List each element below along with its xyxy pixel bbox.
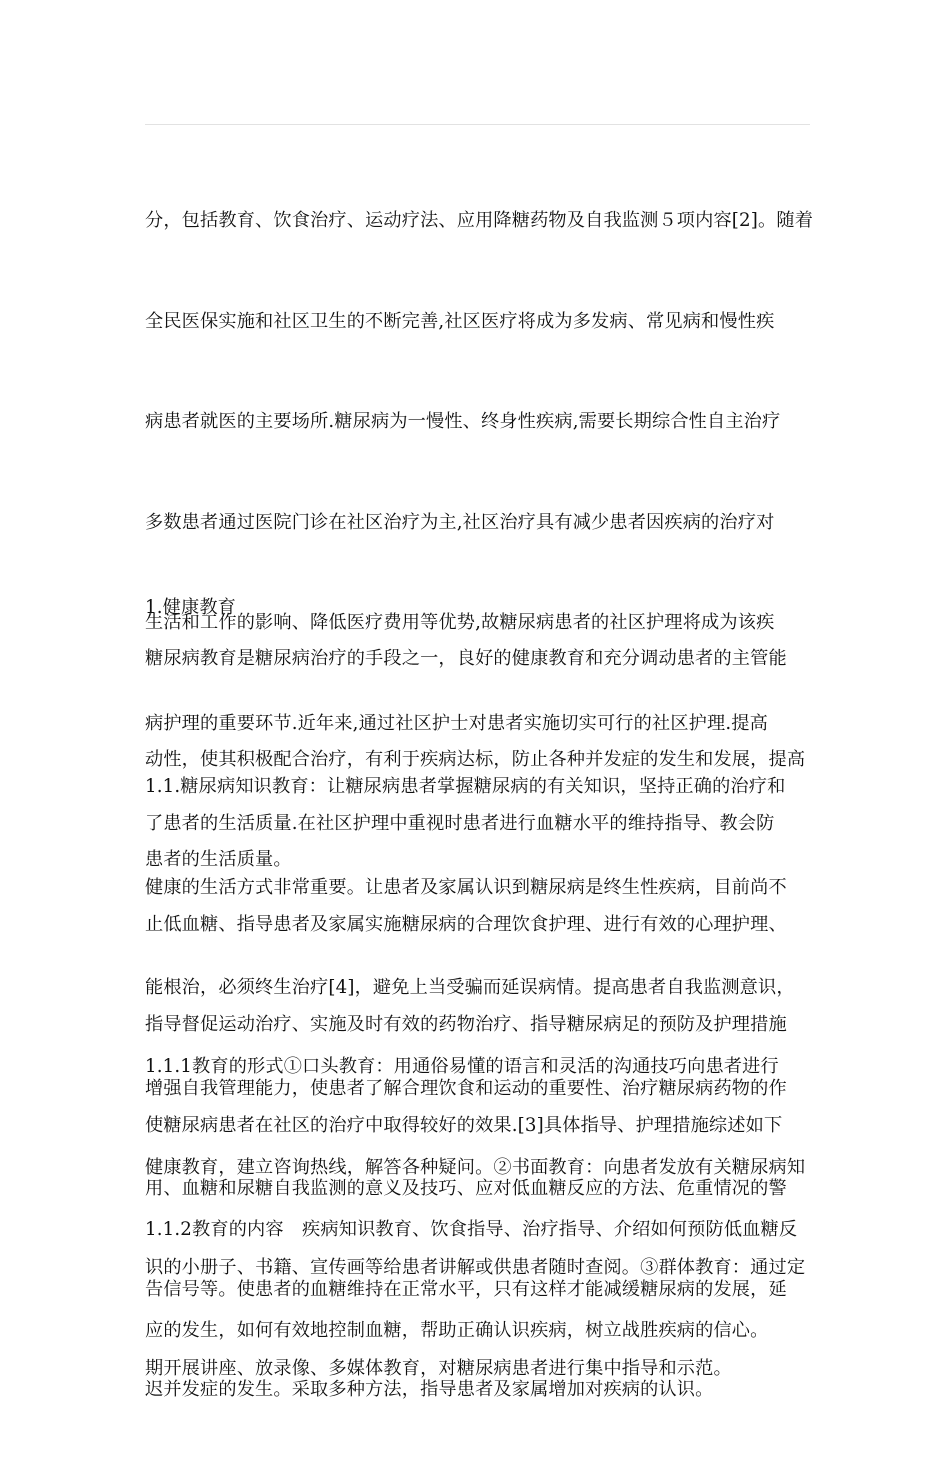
text-line: 1.健康教育 [145, 597, 237, 618]
text-line: 病护理的重要环节.近年来,通过社区护士对患者实施切实可行的社区护理.提高 [145, 712, 768, 734]
text-line: 使糖尿病患者在社区的治疗中取得较好的效果.[3]具体指导、护理措施综述如下 [145, 1114, 783, 1136]
paragraph-section-1-1-2 [145, 1146, 815, 1414]
text-line: 了患者的生活质量.在社区护理中重视时患者进行血糖水平的维持指导、教会防 [145, 813, 775, 834]
text-line: 指导督促运动治疗、实施及时有效的药物治疗、指导糖尿病足的预防及护理措施 [145, 1014, 787, 1035]
text-line: 病患者就医的主要场所.糖尿病为一慢性、终身性疾病,需要长期综合性自主治疗 [145, 411, 781, 432]
text-line: 1.1.1教育的形式①口头教育：用通俗易懂的语言和灵活的沟通技巧向患者进行 [145, 1056, 779, 1077]
text-line: 增强自我管理能力，使患者了解合理饮食和运动的重要性、治疗糖尿病药物的作 [145, 1077, 787, 1099]
text-line: 1.1.2教育的内容 疾病知识教育、饮食指导、治疗指导、介绍如何预防低血糖反 [145, 1219, 798, 1240]
text-line: 告信号等。使患者的血糖维持在正常水平，只有这样才能减缓糖尿病的发展，延 [145, 1278, 787, 1300]
text-line: 糖尿病教育是糖尿病治疗的手段之一，良好的健康教育和充分调动患者的主管能 [145, 648, 787, 669]
text-line: 生活和工作的影响、降低医疗费用等优势,故糖尿病患者的社区护理将成为该疾 [145, 612, 775, 633]
text-line: 多数患者通过医院门诊在社区治疗为主,社区治疗具有减少患者因疾病的治疗对 [145, 511, 775, 533]
text-line: 止低血糖、指导患者及家属实施糖尿病的合理饮食护理、进行有效的心理护理、 [145, 913, 787, 935]
text-line: 全民医保实施和社区卫生的不断完善,社区医疗将成为多发病、常见病和慢性疾 [145, 310, 775, 332]
text-line: 健康教育，建立咨询热线，解答各种疑问。②书面教育：向患者发放有关糖尿病知 [145, 1156, 806, 1178]
text-line: 期开展讲座、放录像、多媒体教育，对糖尿病患者进行集中指导和示范。 [145, 1357, 732, 1379]
header-divider [145, 124, 810, 125]
text-line: 用、血糖和尿糖自我监测的意义及技巧、应对低血糖反应的方法、危重情况的警 [145, 1178, 787, 1199]
text-line: 应的发生，如何有效地控制血糖，帮助正确认识疾病，树立战胜疾病的信心。 [145, 1319, 769, 1341]
text-line: 迟并发症的发生。采取多种方法，指导患者及家属增加对疾病的认识。 [145, 1379, 714, 1400]
text-line: 健康的生活方式非常重要。让患者及家属认识到糖尿病是终生性疾病，目前尚不 [145, 876, 787, 898]
text-line: 分，包括教育、饮食治疗、运动疗法、应用降糖药物及自我监测５项内容[2]。随着 [145, 210, 814, 231]
text-line: 动性，使其积极配合治疗，有利于疾病达标，防止各种并发症的发生和发展，提高 [145, 748, 806, 770]
text-line: 能根治，必须终生治疗[4]，避免上当受骗而延误病情。提高患者自我监测意识， [145, 977, 795, 998]
text-line: 1.1.糖尿病知识教育：让糖尿病患者掌握糖尿病的有关知识，坚持正确的治疗和 [145, 776, 786, 797]
text-line: 患者的生活质量。 [145, 849, 292, 870]
text-line: 识的小册子、书籍、宣传画等给患者讲解或供患者随时查阅。③群体教育：通过定 [145, 1257, 806, 1278]
